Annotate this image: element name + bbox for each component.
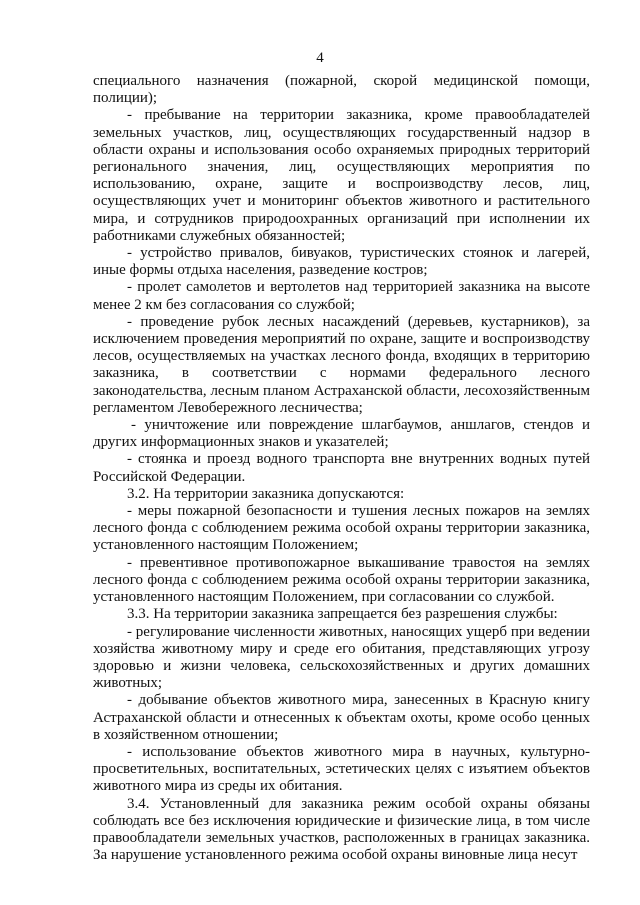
paragraph: - меры пожарной безопасности и тушения лесных пожаров на землях лесного фонда с соблюдением режима особой охраны территории заказника, установленного настоящим Положением; (93, 503, 590, 554)
paragraph: - уничтожение или повреждение шлагбаумов, аншлагов, стендов и других информационных знаков и указателей; (93, 417, 590, 451)
paragraph: 3.4. Установленный для заказника режим особой охраны обязаны соблюдать все без исключения юридические и физические лица, в том числе правообладатели земельных участков, расположенных в границах заказника. За нарушение установленного режима особой охраны виновные лица несут (93, 795, 590, 864)
page-number: 4 (316, 50, 324, 66)
paragraph: - добывание объектов животного мира, занесенных в Красную книгу Астраханской области и отнесенных к объектам охоты, кроме особо ценных в хозяйственном отношении; (93, 692, 590, 743)
section-heading: 3.3. На территории заказника запрещается без разрешения службы: (127, 606, 558, 623)
paragraph: - пребывание на территории заказника, кроме правообладателей земельных участков, лиц, осуществляющих государственный надзор в области охраны и использования особо охраняемых природных территорий регионального значения, лиц, осуществляющих мероприятия по использованию, охране, защите и воспроизводству лесов, лиц, осуществляющих учет и мониторинг объектов животного и растительного мира, и сотрудников природоохранных организаций при исполнении их работниками служебных обязанностей; (93, 107, 590, 244)
paragraph: - пролет самолетов и вертолетов над территорией заказника на высоте менее 2 км без согласования со службой; (93, 279, 590, 313)
paragraph: - регулирование численности животных, наносящих ущерб при ведении хозяйства животному миру и среде его обитания, представляющих угрозу здоровью и жизни человека, сельскохозяйственных и других домашних животных; (93, 623, 590, 692)
section-heading: 3.2. На территории заказника допускаются: (127, 485, 405, 502)
paragraph: - использование объектов животного мира в научных, культурно-просветительных, воспитательных, эстетических целях с изъятием объектов животного мира из среды их обитания. (93, 743, 590, 795)
paragraph: - проведение рубок лесных насаждений (деревьев, кустарников), за исключением проведения мероприятий по охране, защите и воспроизводству лесов, осуществляемых на участках лесного фонда, входящих в территорию заказника, в соответствии с нормами федерального лесного законодательства, лесным планом Астраханской области, лесохозяйственным регламентом Левобережного лесничества; (93, 313, 590, 416)
paragraph: - превентивное противопожарное выкашивание травостоя на землях лесного фонда с соблюдением режима особой охраны территории заказника, установленного настоящим Положением, при согласовании со службой. (93, 554, 590, 606)
paragraph: специального назначения (пожарной, скорой медицинской помощи, полиции); (93, 73, 590, 107)
document-body (93, 73, 590, 864)
paragraph: - стоянка и проезд водного транспорта вне внутренних водных путей Российской Федерации. (93, 451, 590, 485)
paragraph: - устройство привалов, бивуаков, туристических стоянок и лагерей, иные формы отдыха населения, разведение костров; (93, 245, 590, 279)
